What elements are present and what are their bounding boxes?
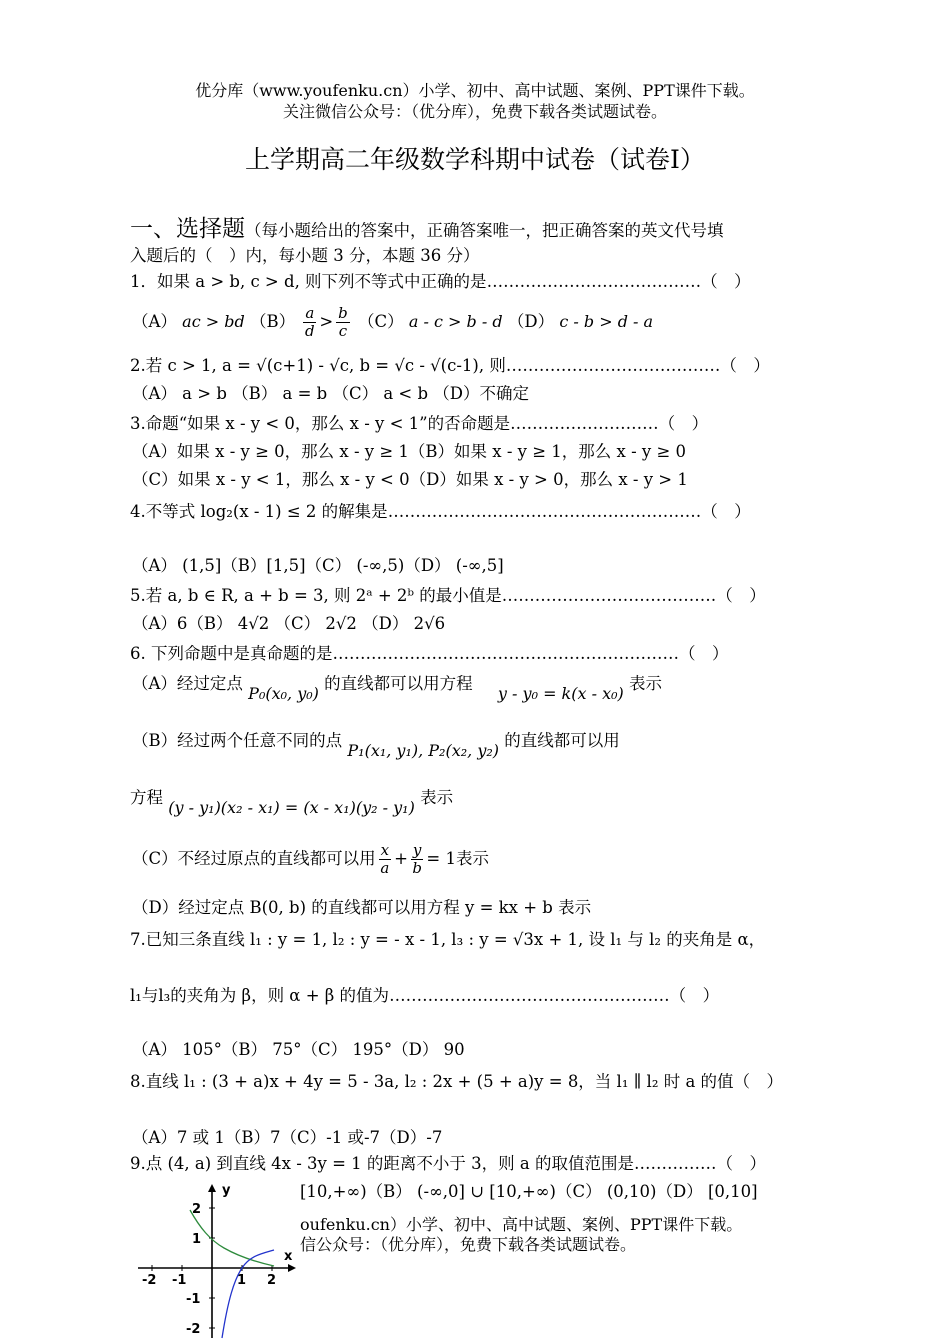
q6-a-point: P₀(x₀, y₀) xyxy=(248,684,319,703)
q6-a-text-1: （A）经过定点 xyxy=(132,674,243,693)
q6-c-frac-y xyxy=(411,842,423,877)
q1-option-c: a - c > b - d xyxy=(408,312,503,331)
question-5-blank: …………………………………（ ） xyxy=(501,586,766,605)
q6-a-equation: y - y₀ = k(x - x₀) xyxy=(497,684,624,703)
question-7: 7.已知三条直线 l₁ : y = 1, l₂ : y = - x - 1, l₃ : y = √3x + 1, 设 l₁ 与 l₂ 的夹角是 α， xyxy=(130,930,766,949)
q6-option-b xyxy=(132,727,620,760)
frac-num: a xyxy=(305,304,315,322)
frac-num: y xyxy=(412,841,422,859)
y-axis-label: y xyxy=(222,1183,231,1198)
frac-num: b xyxy=(338,304,348,322)
question-5 xyxy=(130,582,766,606)
question-7-line2 xyxy=(130,982,719,1006)
header-line-2: 关注微信公众号：（优分库），免费下载各类试题试卷。 xyxy=(282,102,667,121)
question-1-options xyxy=(132,305,653,340)
q1-option-a-label: （A） xyxy=(132,312,177,331)
q6-c-eq: = 1 xyxy=(426,849,456,868)
q6-b-points: P₁(x₁, y₁), P₂(x₂, y₂) xyxy=(347,741,500,760)
q6-c-plus: + xyxy=(394,849,408,868)
question-3-options-ab: （A）如果 x - y ≥ 0，那么 x - y ≥ 1（B）如果 x - y ≥ 1，那么 x - y ≥ 0 xyxy=(132,442,687,461)
page-title: 上学期高二年级数学科期中试卷（试卷Ⅰ） xyxy=(245,145,705,174)
question-6-text: 6. 下列命题中是真命题的是 xyxy=(130,644,333,663)
y-tick-label: -1 xyxy=(186,1292,201,1307)
q1-option-b-frac-1 xyxy=(303,305,316,340)
question-2-options: （A） a > b （B） a = b （C） a < b （D）不确定 xyxy=(132,384,530,403)
frac-den: a xyxy=(380,859,390,877)
question-3 xyxy=(130,410,708,434)
q6-option-a xyxy=(132,670,663,703)
question-7-blank: ……………………………………………（ ） xyxy=(389,986,720,1005)
section-heading-row xyxy=(130,210,724,243)
q1-option-b-frac-2 xyxy=(336,305,350,340)
section-note-2: 入题后的（ ）内，每小题 3 分，本题 36 分） xyxy=(130,246,480,265)
frac-den: d xyxy=(305,322,315,340)
question-2 xyxy=(130,352,770,376)
question-8: 8.直线 l₁ : (3 + a)x + 4y = 5 - 3a, l₂ : 2x + (5 + a)y = 8，当 l₁ ∥ l₂ 时 a 的值（ ） xyxy=(130,1072,784,1091)
question-9-text: 9.点 (4, a) 到直线 4x - 3y = 1 的距离不小于 3，则 a 的取值范围是 xyxy=(130,1154,634,1173)
function-graph xyxy=(128,1180,308,1340)
q1-option-b-label: （B） xyxy=(249,312,296,331)
question-2-blank: …………………………………（ ） xyxy=(505,356,770,375)
q6-option-d: （D）经过定点 B(0, b) 的直线都可以用方程 y = kx + b 表示 xyxy=(132,898,592,917)
question-9 xyxy=(130,1150,766,1174)
q6-b-text-3: 方程 xyxy=(130,788,163,807)
question-7-text-2: l₁与l₃的夹角为 β，则 α + β 的值为 xyxy=(130,986,390,1005)
question-1-text: 1．如果 a > b, c > d, 则下列不等式中正确的是 xyxy=(130,272,487,291)
q6-c-text-1: （C）不经过原点的直线都可以用 xyxy=(132,849,376,868)
q1-option-c-label: （C） xyxy=(358,312,404,331)
section-heading: 一、选择题 xyxy=(130,216,245,242)
question-7-options: （A） 105°（B） 75°（C） 195°（D） 90 xyxy=(132,1040,465,1059)
y-tick-label: 1 xyxy=(192,1232,202,1247)
header-line-1: 优分库（www.youfenku.cn）小学、初中、高中试题、案例、PPT课件下载。 xyxy=(195,81,755,100)
question-1-blank: …………………………………（ ） xyxy=(486,272,751,291)
q6-b-text-2: 的直线都可以用 xyxy=(504,731,620,750)
question-4 xyxy=(130,498,751,522)
question-3-blank: ………………………（ ） xyxy=(510,414,709,433)
y-tick-label: 2 xyxy=(192,1202,202,1217)
question-2-text: 2.若 c > 1, a = √(c+1) - √c, b = √c - √(c-1), 则 xyxy=(130,356,506,375)
q6-option-c xyxy=(132,842,489,877)
footer-line-2: 信公众号：（优分库），免费下载各类试题试卷。 xyxy=(300,1235,637,1254)
question-4-options: （A） (1,5]（B）[1,5]（C） (-∞,5)（D） (-∞,5] xyxy=(132,556,504,575)
question-6 xyxy=(130,640,729,664)
question-5-text: 5.若 a, b ∈ R, a + b = 3, 则 2ᵃ + 2ᵇ 的最小值是 xyxy=(130,586,502,605)
question-3-options-cd: （C）如果 x - y < 1，那么 x - y < 0（D）如果 x - y > 0，那么 x - y > 1 xyxy=(132,470,688,489)
q6-b-text-4: 表示 xyxy=(420,788,454,807)
question-9-blank: ……………（ ） xyxy=(634,1154,766,1173)
q1-option-b-gt: > xyxy=(319,312,334,331)
section-note: （每小题给出的答案中，正确答案唯一，把正确答案的英文代号填 xyxy=(245,221,724,240)
q6-c-frac-x xyxy=(379,842,391,877)
frac-num: x xyxy=(380,841,390,859)
q6-a-text-3: 表示 xyxy=(629,674,663,693)
question-4-blank: …………………………………………………（ ） xyxy=(387,502,751,521)
question-8-options: （A）7 或 1（B）7（C）-1 或-7（D）-7 xyxy=(132,1128,443,1147)
x-tick-label: -2 xyxy=(142,1273,157,1288)
x-tick-label: -1 xyxy=(172,1273,187,1288)
x-axis-label: x xyxy=(284,1249,293,1264)
question-4-text: 4.不等式 log₂(x - 1) ≤ 2 的解集是 xyxy=(130,502,388,521)
y-tick-label: -2 xyxy=(186,1322,201,1337)
q6-a-text-2: 的直线都可以用方程 xyxy=(324,674,473,693)
frac-den: c xyxy=(338,322,348,340)
question-9-options: [10,+∞)（B） (-∞,0] ∪ [10,+∞)（C） (0,10)（D） [0,10] xyxy=(300,1182,758,1201)
x-tick-label: 2 xyxy=(267,1273,277,1288)
q6-b-equation: (y - y₁)(x₂ - x₁) = (x - x₁)(y₂ - y₁) xyxy=(168,798,415,817)
question-3-text: 3.命题“如果 x - y < 0，那么 x - y < 1”的否命题是 xyxy=(130,414,511,433)
x-tick-label: 1 xyxy=(237,1273,247,1288)
q6-option-b-cont xyxy=(130,784,454,817)
question-1 xyxy=(130,268,751,292)
q1-option-d-label: （D） xyxy=(507,312,555,331)
footer-line-1: oufenku.cn）小学、初中、高中试题、案例、PPT课件下载。 xyxy=(300,1215,743,1234)
q1-option-a: ac > bd xyxy=(182,312,245,331)
question-6-blank: ………………………………………………………（ ） xyxy=(332,644,729,663)
question-5-options: （A）6（B） 4√2 （C） 2√2 （D） 2√6 xyxy=(132,614,446,633)
frac-den: b xyxy=(412,859,422,877)
q6-b-text-1: （B）经过两个任意不同的点 xyxy=(132,731,343,750)
q1-option-d: c - b > d - a xyxy=(559,312,654,331)
q6-c-text-2: 表示 xyxy=(455,849,489,868)
